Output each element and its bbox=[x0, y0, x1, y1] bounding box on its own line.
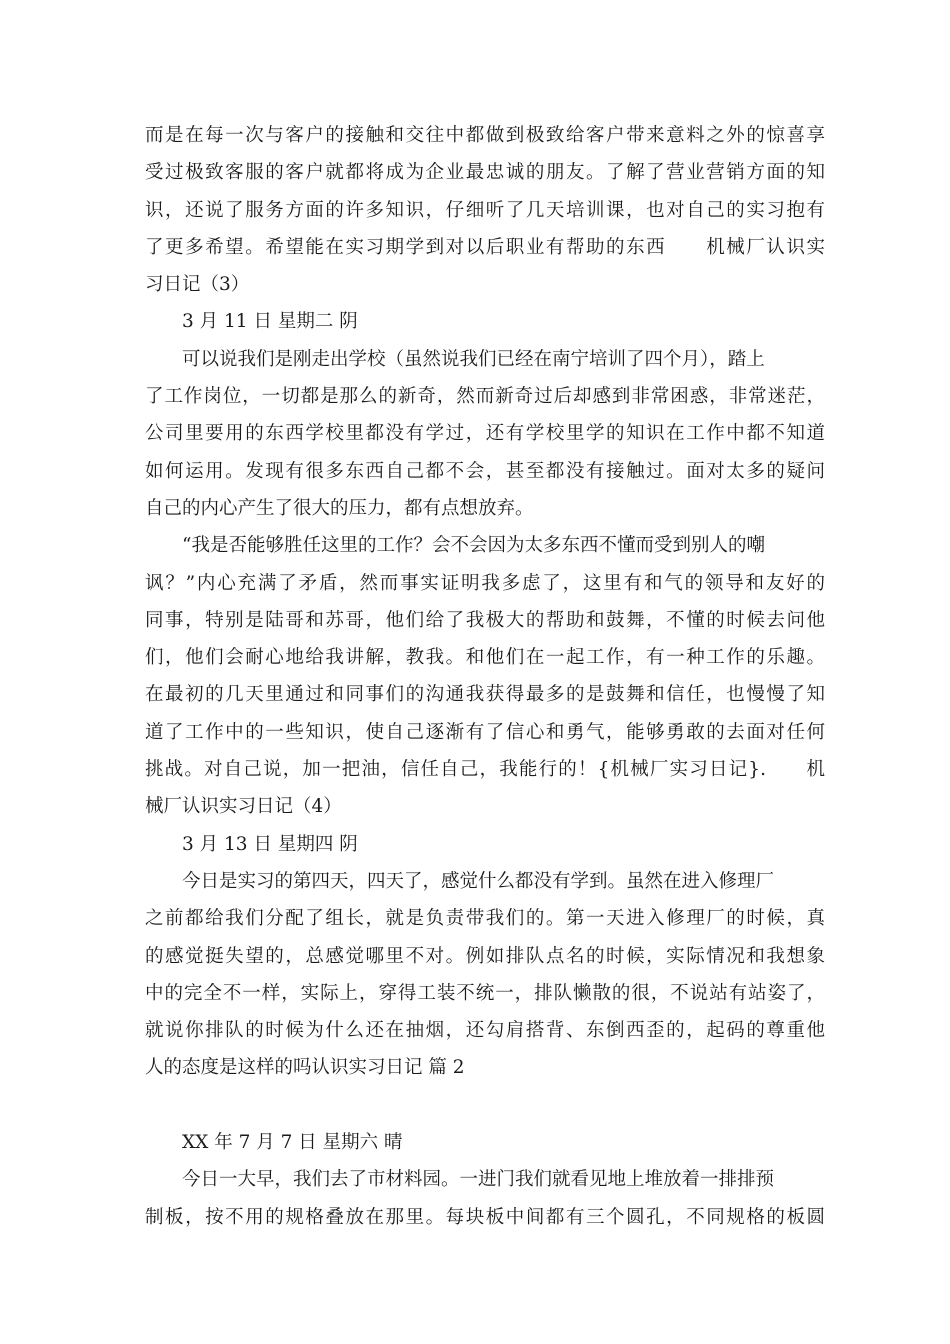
text-line: 同事，特别是陆哥和苏哥，他们给了我极大的帮助和鼓舞，不懂的时候去问他 bbox=[145, 609, 825, 631]
text-line: “我是否能够胜任这里的工作？会不会因为太多东西不懂而受到别人的嘲 bbox=[182, 535, 765, 557]
blank-line bbox=[145, 1087, 825, 1124]
text-line: 之前都给我们分配了组长，就是负责带我们的。第一天进入修理厂的时候，真 bbox=[145, 908, 825, 930]
diary-date-heading: 3 月 13 日 星期四 阴 bbox=[182, 833, 358, 855]
text-line: 的感觉挺失望的，总感觉哪里不对。例如排队点名的时候，实际情况和我想象 bbox=[145, 945, 825, 967]
text-line: 中的完全不一样，实际上，穿得工装不统一，排队懒散的很，不说站有站姿了， bbox=[145, 982, 825, 1004]
text-line: 自己的内心产生了很大的压力，都有点想放弃。 bbox=[145, 497, 534, 519]
text-line: 受过极致客服的客户就都将成为企业最忠诚的朋友。了解了营业营销方面的知 bbox=[145, 162, 825, 184]
text-line: 可以说我们是刚走出学校（虽然说我们已经在南宁培训了四个月），踏上 bbox=[182, 348, 765, 370]
text-line: 挑战。对自己说，加一把油，信任自己，我能行的！{机械厂实习日记}. 机 bbox=[145, 759, 825, 781]
diary-date-heading: XX 年 7 月 7 日 星期六 晴 bbox=[182, 1132, 403, 1154]
text-line: 如何运用。发现有很多东西自己都不会，甚至都没有接触过。面对太多的疑问 bbox=[145, 460, 825, 482]
text-line: 今日一大早，我们去了市材料园。一进门我们就看见地上堆放着一排排预 bbox=[182, 1169, 775, 1191]
text-line: 就说你排队的时候为什么还在抽烟，还勾肩搭背、东倒西歪的，起码的尊重他 bbox=[145, 1020, 825, 1042]
text-line: 公司里要用的东西学校里都没有学过，还有学校里学的知识在工作中都不知道 bbox=[145, 423, 825, 445]
text-line: 习日记（3） bbox=[145, 274, 250, 296]
text-line: 了更多希望。希望能在实习期学到对以后职业有帮助的东西 机械厂认识实 bbox=[145, 236, 825, 258]
text-line: 在最初的几天里通过和同事们的沟通我获得最多的是鼓舞和信任，也慢慢了知 bbox=[145, 684, 825, 706]
text-line: 识，还说了服务方面的许多知识，仔细听了几天培训课，也对自己的实习抱有 bbox=[145, 199, 825, 221]
text-line: 今日是实习的第四天，四天了，感觉什么都没有学到。虽然在进入修理厂 bbox=[182, 870, 775, 892]
text-line: 们，他们会耐心地给我讲解，教我。和他们在一起工作，有一种工作的乐趣。 bbox=[145, 647, 825, 669]
text-line: 讽？”内心充满了矛盾，然而事实证明我多虑了，这里有和气的领导和友好的 bbox=[145, 572, 825, 594]
diary-date-heading: 3 月 11 日 星期二 阴 bbox=[182, 311, 358, 333]
text-line: 人的态度是这样的吗认识实习日记 篇 2 bbox=[145, 1057, 465, 1079]
document-body bbox=[145, 117, 825, 1236]
text-line: 而是在每一次与客户的接触和交往中都做到极致给客户带来意料之外的惊喜享 bbox=[145, 125, 825, 146]
text-line: 道了工作中的一些知识，使自己逐渐有了信心和勇气，能够勇敢的去面对任何 bbox=[145, 721, 825, 743]
text-line: 械厂认识实习日记（4） bbox=[145, 796, 342, 818]
text-line: 制板，按不用的规格叠放在那里。每块板中间都有三个圆孔，不同规格的板圆 bbox=[145, 1206, 825, 1228]
text-line: 了工作岗位，一切都是那么的新奇，然而新奇过后却感到非常困惑，非常迷茫， bbox=[145, 386, 825, 408]
